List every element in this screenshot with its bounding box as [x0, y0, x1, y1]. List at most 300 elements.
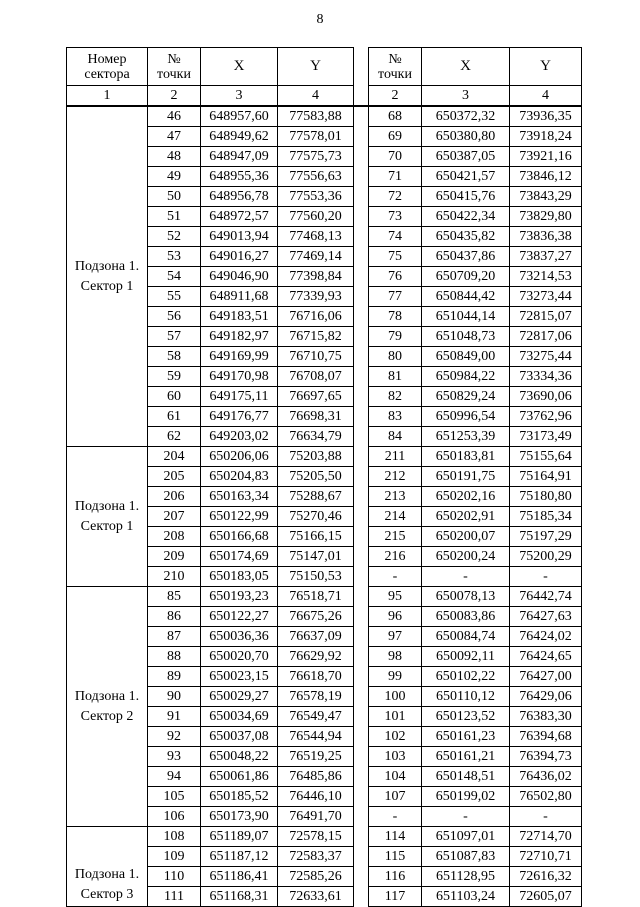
column-gap: [354, 607, 369, 627]
point-number-left: 208: [148, 527, 201, 547]
y-coordinate-right: 73918,24: [510, 127, 582, 147]
x-coordinate-left: 650183,05: [201, 567, 278, 587]
header-point-left: № точки: [148, 48, 201, 86]
y-coordinate-left: 72633,61: [278, 887, 354, 907]
column-number: 2: [369, 86, 422, 107]
point-number-right: 102: [369, 727, 422, 747]
x-coordinate-left: 650023,15: [201, 667, 278, 687]
y-coordinate-right: 73836,38: [510, 227, 582, 247]
y-coordinate-right: 72714,70: [510, 827, 582, 847]
column-gap: [354, 427, 369, 447]
y-coordinate-left: 76519,25: [278, 747, 354, 767]
column-gap: [354, 227, 369, 247]
x-coordinate-right: 650415,76: [422, 187, 510, 207]
point-number-right: 99: [369, 667, 422, 687]
header-x-right: X: [422, 48, 510, 86]
column-number-row: [67, 86, 582, 107]
x-coordinate-right: 650387,05: [422, 147, 510, 167]
y-coordinate-right: 72815,07: [510, 307, 582, 327]
x-coordinate-right: 650849,00: [422, 347, 510, 367]
y-coordinate-left: 75270,46: [278, 507, 354, 527]
x-coordinate-right: 651103,24: [422, 887, 510, 907]
y-coordinate-right: 75164,91: [510, 467, 582, 487]
point-number-right: 101: [369, 707, 422, 727]
y-coordinate-left: 76518,71: [278, 587, 354, 607]
point-number-left: 46: [148, 106, 201, 127]
y-coordinate-right: 73829,80: [510, 207, 582, 227]
x-coordinate-right: 650123,52: [422, 707, 510, 727]
y-coordinate-left: 77553,36: [278, 187, 354, 207]
x-coordinate-left: 650029,27: [201, 687, 278, 707]
point-number-left: 50: [148, 187, 201, 207]
y-coordinate-left: 76715,82: [278, 327, 354, 347]
point-number-left: 92: [148, 727, 201, 747]
point-number-left: 89: [148, 667, 201, 687]
column-gap: [354, 347, 369, 367]
point-number-left: 93: [148, 747, 201, 767]
y-coordinate-left: 76491,70: [278, 807, 354, 827]
point-number-left: 56: [148, 307, 201, 327]
column-gap: [354, 167, 369, 187]
x-coordinate-left: 650048,22: [201, 747, 278, 767]
column-gap: [354, 627, 369, 647]
point-number-right: 100: [369, 687, 422, 707]
x-coordinate-right: 650435,82: [422, 227, 510, 247]
y-coordinate-left: 77575,73: [278, 147, 354, 167]
x-coordinate-right: -: [422, 807, 510, 827]
x-coordinate-right: 650092,11: [422, 647, 510, 667]
zone-sector-label: Подзона 1. Сектор 1: [67, 447, 148, 587]
x-coordinate-left: 650204,83: [201, 467, 278, 487]
y-coordinate-left: 77468,13: [278, 227, 354, 247]
x-coordinate-left: 650206,06: [201, 447, 278, 467]
x-coordinate-left: 650037,08: [201, 727, 278, 747]
x-coordinate-left: 648957,60: [201, 106, 278, 127]
y-coordinate-right: 76394,73: [510, 747, 582, 767]
x-coordinate-left: 651168,31: [201, 887, 278, 907]
column-gap: [354, 327, 369, 347]
point-number-left: 59: [148, 367, 201, 387]
y-coordinate-left: 76698,31: [278, 407, 354, 427]
x-coordinate-left: 649175,11: [201, 387, 278, 407]
column-gap: [354, 787, 369, 807]
y-coordinate-right: 73273,44: [510, 287, 582, 307]
y-coordinate-left: 77469,14: [278, 247, 354, 267]
column-gap: [354, 387, 369, 407]
column-gap: [354, 106, 369, 127]
x-coordinate-right: 650102,22: [422, 667, 510, 687]
x-coordinate-right: 651087,83: [422, 847, 510, 867]
column-gap: [354, 187, 369, 207]
y-coordinate-right: 73762,96: [510, 407, 582, 427]
x-coordinate-right: 650709,20: [422, 267, 510, 287]
zone-sector-label: Подзона 1. Сектор 2: [67, 587, 148, 827]
x-coordinate-right: 650148,51: [422, 767, 510, 787]
column-number: 3: [201, 86, 278, 107]
point-number-right: 114: [369, 827, 422, 847]
column-gap: [354, 127, 369, 147]
y-coordinate-left: 76549,47: [278, 707, 354, 727]
x-coordinate-left: 650163,34: [201, 487, 278, 507]
x-coordinate-right: 650984,22: [422, 367, 510, 387]
column-gap: [354, 307, 369, 327]
y-coordinate-left: 76634,79: [278, 427, 354, 447]
y-coordinate-right: 72605,07: [510, 887, 582, 907]
point-number-right: 76: [369, 267, 422, 287]
y-coordinate-right: 73334,36: [510, 367, 582, 387]
page-number: 8: [316, 12, 324, 27]
column-gap: [354, 407, 369, 427]
header-point-right: № точки: [369, 48, 422, 86]
x-coordinate-right: 650372,32: [422, 106, 510, 127]
point-number-left: 47: [148, 127, 201, 147]
point-number-right: 104: [369, 767, 422, 787]
column-gap: [354, 487, 369, 507]
y-coordinate-left: 76544,94: [278, 727, 354, 747]
y-coordinate-left: 77583,88: [278, 106, 354, 127]
y-coordinate-right: 73275,44: [510, 347, 582, 367]
point-number-left: 110: [148, 867, 201, 887]
point-number-right: 78: [369, 307, 422, 327]
point-number-right: 72: [369, 187, 422, 207]
point-number-right: 96: [369, 607, 422, 627]
x-coordinate-right: -: [422, 567, 510, 587]
point-number-right: 75: [369, 247, 422, 267]
column-gap: [354, 48, 369, 86]
point-number-left: 51: [148, 207, 201, 227]
x-coordinate-right: 651044,14: [422, 307, 510, 327]
column-gap: [354, 547, 369, 567]
point-number-right: -: [369, 807, 422, 827]
x-coordinate-right: 650199,02: [422, 787, 510, 807]
y-coordinate-left: 76710,75: [278, 347, 354, 367]
coordinates-table: [66, 47, 582, 907]
x-coordinate-right: 650996,54: [422, 407, 510, 427]
point-number-left: 204: [148, 447, 201, 467]
point-number-right: 82: [369, 387, 422, 407]
x-coordinate-left: 650174,69: [201, 547, 278, 567]
x-coordinate-left: 650185,52: [201, 787, 278, 807]
x-coordinate-right: 651253,39: [422, 427, 510, 447]
y-coordinate-left: 76578,19: [278, 687, 354, 707]
column-gap: [354, 567, 369, 587]
y-coordinate-right: 75180,80: [510, 487, 582, 507]
y-coordinate-left: 76697,65: [278, 387, 354, 407]
y-coordinate-right: -: [510, 567, 582, 587]
x-coordinate-right: 650084,74: [422, 627, 510, 647]
column-gap: [354, 827, 369, 847]
point-number-left: 105: [148, 787, 201, 807]
point-number-right: 73: [369, 207, 422, 227]
point-number-left: 61: [148, 407, 201, 427]
y-coordinate-left: 72585,26: [278, 867, 354, 887]
y-coordinate-right: -: [510, 807, 582, 827]
column-gap: [354, 287, 369, 307]
column-gap: [354, 507, 369, 527]
y-coordinate-right: 76424,02: [510, 627, 582, 647]
column-gap: [354, 707, 369, 727]
y-coordinate-left: 76446,10: [278, 787, 354, 807]
y-coordinate-left: 76629,92: [278, 647, 354, 667]
point-number-right: 215: [369, 527, 422, 547]
point-number-right: 69: [369, 127, 422, 147]
y-coordinate-right: 76442,74: [510, 587, 582, 607]
x-coordinate-left: 649203,02: [201, 427, 278, 447]
point-number-left: 54: [148, 267, 201, 287]
point-number-right: 79: [369, 327, 422, 347]
x-coordinate-right: 650202,91: [422, 507, 510, 527]
y-coordinate-right: 76429,06: [510, 687, 582, 707]
point-number-right: -: [369, 567, 422, 587]
x-coordinate-right: 651097,01: [422, 827, 510, 847]
y-coordinate-right: 73173,49: [510, 427, 582, 447]
point-number-right: 80: [369, 347, 422, 367]
x-coordinate-left: 650173,90: [201, 807, 278, 827]
y-coordinate-right: 76424,65: [510, 647, 582, 667]
point-number-right: 74: [369, 227, 422, 247]
point-number-left: 88: [148, 647, 201, 667]
point-number-right: 116: [369, 867, 422, 887]
column-gap: [354, 527, 369, 547]
x-coordinate-left: 648972,57: [201, 207, 278, 227]
x-coordinate-right: 651128,95: [422, 867, 510, 887]
zone-sector-label: Подзона 1. Сектор 3: [67, 827, 148, 907]
point-number-left: 86: [148, 607, 201, 627]
x-coordinate-right: 650191,75: [422, 467, 510, 487]
point-number-left: 106: [148, 807, 201, 827]
y-coordinate-right: 76383,30: [510, 707, 582, 727]
header-sector: Номер сектора: [67, 48, 148, 86]
point-number-right: 213: [369, 487, 422, 507]
column-gap: [354, 647, 369, 667]
point-number-right: 68: [369, 106, 422, 127]
x-coordinate-left: 651187,12: [201, 847, 278, 867]
column-number: 1: [67, 86, 148, 107]
point-number-right: 216: [369, 547, 422, 567]
x-coordinate-left: 649182,97: [201, 327, 278, 347]
x-coordinate-right: 651048,73: [422, 327, 510, 347]
y-coordinate-left: 76708,07: [278, 367, 354, 387]
y-coordinate-left: 77339,93: [278, 287, 354, 307]
y-coordinate-right: 75185,34: [510, 507, 582, 527]
column-gap: [354, 247, 369, 267]
x-coordinate-left: 649176,77: [201, 407, 278, 427]
y-coordinate-left: 77398,84: [278, 267, 354, 287]
y-coordinate-right: 73921,16: [510, 147, 582, 167]
y-coordinate-left: 76675,26: [278, 607, 354, 627]
column-gap: [354, 727, 369, 747]
y-coordinate-right: 76436,02: [510, 767, 582, 787]
point-number-left: 49: [148, 167, 201, 187]
point-number-left: 48: [148, 147, 201, 167]
x-coordinate-right: 650200,07: [422, 527, 510, 547]
point-number-right: 70: [369, 147, 422, 167]
x-coordinate-right: 650078,13: [422, 587, 510, 607]
y-coordinate-left: 77578,01: [278, 127, 354, 147]
y-coordinate-left: 77560,20: [278, 207, 354, 227]
x-coordinate-right: 650183,81: [422, 447, 510, 467]
y-coordinate-right: 73846,12: [510, 167, 582, 187]
column-number: 4: [510, 86, 582, 107]
x-coordinate-right: 650437,86: [422, 247, 510, 267]
y-coordinate-right: 76394,68: [510, 727, 582, 747]
y-coordinate-right: 73214,53: [510, 267, 582, 287]
column-gap: [354, 447, 369, 467]
column-gap: [354, 767, 369, 787]
column-number: 2: [148, 86, 201, 107]
point-number-left: 58: [148, 347, 201, 367]
x-coordinate-right: 650200,24: [422, 547, 510, 567]
point-number-left: 108: [148, 827, 201, 847]
x-coordinate-right: 650844,42: [422, 287, 510, 307]
column-gap: [354, 867, 369, 887]
y-coordinate-left: 75150,53: [278, 567, 354, 587]
y-coordinate-left: 76637,09: [278, 627, 354, 647]
column-gap: [354, 587, 369, 607]
y-coordinate-right: 72817,06: [510, 327, 582, 347]
y-coordinate-left: 75288,67: [278, 487, 354, 507]
y-coordinate-right: 76427,00: [510, 667, 582, 687]
x-coordinate-left: 650193,23: [201, 587, 278, 607]
x-coordinate-right: 650202,16: [422, 487, 510, 507]
column-gap: [354, 687, 369, 707]
point-number-left: 205: [148, 467, 201, 487]
point-number-right: 212: [369, 467, 422, 487]
y-coordinate-left: 75147,01: [278, 547, 354, 567]
point-number-left: 90: [148, 687, 201, 707]
column-gap: [354, 467, 369, 487]
x-coordinate-left: 648947,09: [201, 147, 278, 167]
point-number-left: 94: [148, 767, 201, 787]
column-gap: [354, 367, 369, 387]
x-coordinate-left: 649170,98: [201, 367, 278, 387]
table-row: [67, 587, 582, 607]
x-coordinate-right: 650161,21: [422, 747, 510, 767]
x-coordinate-right: 650829,24: [422, 387, 510, 407]
point-number-left: 207: [148, 507, 201, 527]
x-coordinate-left: 649183,51: [201, 307, 278, 327]
header-y-right: Y: [510, 48, 582, 86]
y-coordinate-left: 72578,15: [278, 827, 354, 847]
point-number-right: 117: [369, 887, 422, 907]
table-row: [67, 106, 582, 127]
y-coordinate-left: 76716,06: [278, 307, 354, 327]
column-gap: [354, 847, 369, 867]
x-coordinate-left: 648949,62: [201, 127, 278, 147]
x-coordinate-right: 650083,86: [422, 607, 510, 627]
header-row: [67, 48, 582, 86]
y-coordinate-right: 72710,71: [510, 847, 582, 867]
point-number-left: 206: [148, 487, 201, 507]
column-gap: [354, 147, 369, 167]
x-coordinate-right: 650422,34: [422, 207, 510, 227]
y-coordinate-left: 76618,70: [278, 667, 354, 687]
point-number-left: 209: [148, 547, 201, 567]
y-coordinate-right: 76502,80: [510, 787, 582, 807]
point-number-right: 115: [369, 847, 422, 867]
y-coordinate-right: 75197,29: [510, 527, 582, 547]
column-number: 4: [278, 86, 354, 107]
header-y-left: Y: [278, 48, 354, 86]
y-coordinate-right: 73837,27: [510, 247, 582, 267]
column-gap: [354, 86, 369, 107]
column-gap: [354, 747, 369, 767]
x-coordinate-left: 650061,86: [201, 767, 278, 787]
y-coordinate-right: 72616,32: [510, 867, 582, 887]
y-coordinate-left: 77556,63: [278, 167, 354, 187]
x-coordinate-left: 648956,78: [201, 187, 278, 207]
x-coordinate-left: 649046,90: [201, 267, 278, 287]
point-number-right: 83: [369, 407, 422, 427]
point-number-left: 53: [148, 247, 201, 267]
column-number: 3: [422, 86, 510, 107]
column-gap: [354, 267, 369, 287]
x-coordinate-right: 650380,80: [422, 127, 510, 147]
x-coordinate-left: 649169,99: [201, 347, 278, 367]
column-gap: [354, 207, 369, 227]
x-coordinate-left: 648955,36: [201, 167, 278, 187]
table-row: [67, 827, 582, 847]
point-number-right: 71: [369, 167, 422, 187]
point-number-left: 55: [148, 287, 201, 307]
point-number-right: 214: [369, 507, 422, 527]
point-number-left: 52: [148, 227, 201, 247]
point-number-right: 98: [369, 647, 422, 667]
point-number-left: 91: [148, 707, 201, 727]
point-number-right: 211: [369, 447, 422, 467]
x-coordinate-left: 650166,68: [201, 527, 278, 547]
point-number-right: 77: [369, 287, 422, 307]
y-coordinate-left: 75205,50: [278, 467, 354, 487]
x-coordinate-left: 650122,99: [201, 507, 278, 527]
y-coordinate-left: 72583,37: [278, 847, 354, 867]
point-number-left: 85: [148, 587, 201, 607]
point-number-right: 81: [369, 367, 422, 387]
point-number-left: 109: [148, 847, 201, 867]
point-number-right: 103: [369, 747, 422, 767]
x-coordinate-left: 651186,41: [201, 867, 278, 887]
point-number-left: 87: [148, 627, 201, 647]
point-number-right: 107: [369, 787, 422, 807]
y-coordinate-right: 76427,63: [510, 607, 582, 627]
x-coordinate-left: 650036,36: [201, 627, 278, 647]
y-coordinate-right: 73690,06: [510, 387, 582, 407]
x-coordinate-left: 650034,69: [201, 707, 278, 727]
x-coordinate-left: 651189,07: [201, 827, 278, 847]
y-coordinate-right: 75155,64: [510, 447, 582, 467]
x-coordinate-right: 650421,57: [422, 167, 510, 187]
table-row: [67, 447, 582, 467]
x-coordinate-right: 650110,12: [422, 687, 510, 707]
point-number-left: 57: [148, 327, 201, 347]
x-coordinate-left: 650020,70: [201, 647, 278, 667]
y-coordinate-left: 75203,88: [278, 447, 354, 467]
y-coordinate-right: 73843,29: [510, 187, 582, 207]
x-coordinate-left: 649013,94: [201, 227, 278, 247]
y-coordinate-right: 75200,29: [510, 547, 582, 567]
header-x-left: X: [201, 48, 278, 86]
x-coordinate-left: 649016,27: [201, 247, 278, 267]
x-coordinate-left: 650122,27: [201, 607, 278, 627]
zone-sector-label: Подзона 1. Сектор 1: [67, 106, 148, 447]
y-coordinate-left: 75166,15: [278, 527, 354, 547]
x-coordinate-left: 648911,68: [201, 287, 278, 307]
x-coordinate-right: 650161,23: [422, 727, 510, 747]
point-number-right: 95: [369, 587, 422, 607]
point-number-left: 111: [148, 887, 201, 907]
column-gap: [354, 667, 369, 687]
point-number-right: 97: [369, 627, 422, 647]
